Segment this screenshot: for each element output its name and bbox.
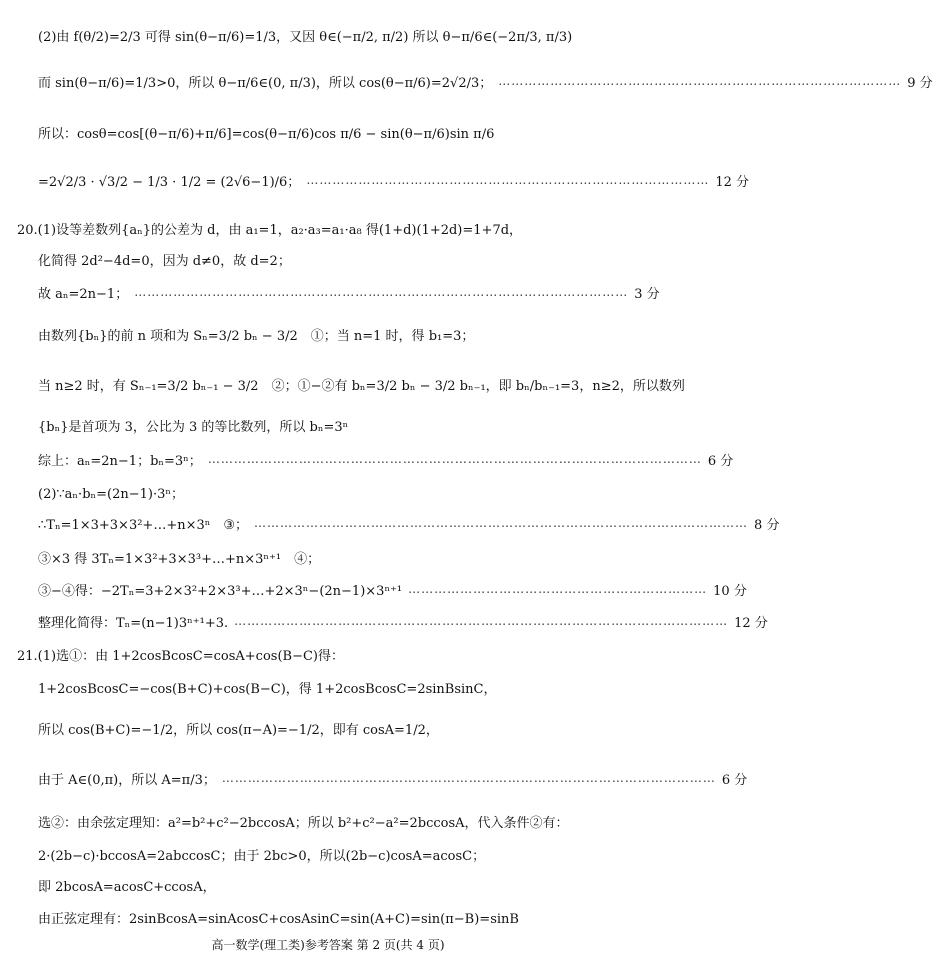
line-2: 而 sin(θ−π/6)=1/3>0，所以 θ−π/6∈(0, π/3)，所以 cos(θ−π/6)=2√2/3； ………………………………………………………………………………… 9 分 xyxy=(38,67,632,95)
line-20: 由于 A∈(0,π)，所以 A=π/3； …………………………………………………………………………………………………… 6 分 xyxy=(38,764,632,792)
line-10: {bₙ}是首项为 3，公比为 3 的等比数列，所以 bₙ=3ⁿ xyxy=(38,419,349,435)
line-15: ③−④得：−2Tₙ=3+2×3²+2×3³+…+2×3ⁿ−(2n−1)×3ⁿ⁺¹ …………………………………………………………… 10 分 xyxy=(38,575,632,603)
page-footer: 高一数学(理工类)参考答案 第 2 页(共 4 页) xyxy=(211,938,445,952)
line-9: 当 n≥2 时，有 Sₙ₋₁=3/2 bₙ₋₁ − 3/2 ②；①−②有 bₙ=3/2 bₙ − 3/2 bₙ₋₁，即 bₙ/bₙ₋₁=3，n≥2，所以数列 xyxy=(38,378,685,394)
leader-dots: …………………………………………………………………………………………………… xyxy=(221,771,716,785)
leader-dots: …………………………………………………………………………………………………… xyxy=(254,516,749,530)
line-5: 20.(1)设等差数列{aₙ}的公差为 d，由 a₁=1，a₂·a₃=a₁·a₈ 得(1+d)(1+2d)=1+7d， xyxy=(17,222,523,238)
line-16: 整理化简得：Tₙ=(n−1)3ⁿ⁺¹+3. …………………………………………………………………………………………………… 12 分 xyxy=(38,607,632,635)
line-3: 所以：cosθ=cos[(θ−π/6)+π/6]=cos(θ−π/6)cos π/6 − sin(θ−π/6)sin π/6 xyxy=(38,126,495,142)
line-17: 21.(1)选①：由 1+2cosBcosC=cosA+cos(B−C)得： xyxy=(17,648,344,664)
leader-dots: ………………………………………………………………………………… xyxy=(498,74,902,88)
leader-dots: …………………………………………………………………………………………………… xyxy=(234,614,729,628)
leader-dots: …………………………………………………………………………………………………… xyxy=(207,452,702,466)
line-24: 由正弦定理有：2sinBcosA=sinAcosC+cosAsinC=sin(A+C)=sin(π−B)=sinB xyxy=(38,911,519,927)
leader-dots: …………………………………………………………………………………………………… xyxy=(134,285,629,299)
line-8: 由数列{bₙ}的前 n 项和为 Sₙ=3/2 bₙ − 3/2 ①；当 n=1 时，得 b₁=3； xyxy=(38,328,475,344)
line-11: 综上：aₙ=2n−1；bₙ=3ⁿ； …………………………………………………………………………………………………… 6 分 xyxy=(38,445,632,473)
score-label: 6 分 xyxy=(707,453,734,469)
line-7: 故 aₙ=2n−1； …………………………………………………………………………………………………… 3 分 xyxy=(38,278,632,306)
score-label: 3 分 xyxy=(634,286,660,302)
line-1: (2)由 f(θ/2)=2/3 可得 sin(θ−π/6)=1/3，又因 θ∈(−π/2, π/2) 所以 θ−π/6∈(−2π/3, π/3) xyxy=(38,29,573,45)
line-4: =2√2/3 · √3/2 − 1/3 · 1/2 = (2√6−1)/6； ………………………………………………………………………………… 12 分 xyxy=(38,166,632,194)
line-23: 即 2bcosA=acosC+ccosA， xyxy=(38,879,216,895)
line-13: ∴Tₙ=1×3+3×3²+…+n×3ⁿ ③； …………………………………………………………………………………………………… 8 分 xyxy=(38,509,632,537)
line-22: 2·(2b−c)·bccosA=2abccosC；由于 2bc>0，所以(2b−c)cosA=acosC； xyxy=(38,848,486,864)
leader-dots: ………………………………………………………………………………… xyxy=(306,173,710,187)
score-label: 6 分 xyxy=(721,772,748,788)
score-label: 9 分 xyxy=(907,75,933,91)
line-6: 化简得 2d²−4d=0，因为 d≠0，故 d=2； xyxy=(38,253,291,269)
leader-dots: …………………………………………………………… xyxy=(408,582,708,596)
line-19: 所以 cos(B+C)=−1/2，所以 cos(π−A)=−1/2，即有 cosA=1/2， xyxy=(38,722,439,738)
line-18: 1+2cosBcosC=−cos(B+C)+cos(B−C)，得 1+2cosBcosC=2sinBsinC， xyxy=(38,681,497,697)
score-label: 12 分 xyxy=(715,174,749,190)
line-14: ③×3 得 3Tₙ=1×3²+3×3³+…+n×3ⁿ⁺¹ ④； xyxy=(38,551,321,567)
line-21: 选②：由余弦定理知：a²=b²+c²−2bccosA；所以 b²+c²−a²=2bccosA，代入条件②有： xyxy=(38,815,569,831)
score-label: 8 分 xyxy=(754,517,780,533)
score-label: 12 分 xyxy=(734,615,768,631)
score-label: 10 分 xyxy=(713,583,747,599)
line-12: (2)∵aₙ·bₙ=(2n−1)·3ⁿ； xyxy=(38,486,185,502)
